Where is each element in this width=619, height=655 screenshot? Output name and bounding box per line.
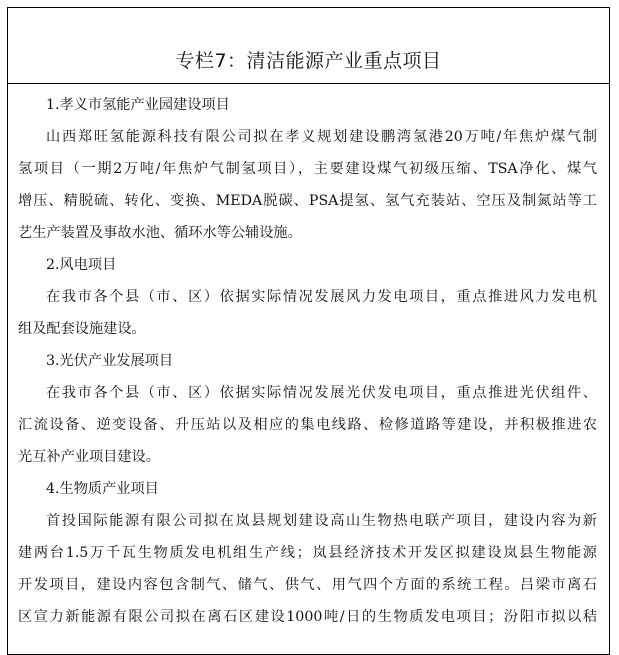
paragraph-line: 氢项目（一期2万吨/年焦炉气制氢项目），主要建设煤气初级压缩、TSA净化、煤气	[18, 161, 597, 177]
section-heading: 4.生物质产业项目	[46, 481, 159, 497]
paragraph-line: 组及配套设施建设。	[18, 321, 146, 337]
paragraph-line: 山西郑旺氢能源科技有限公司拟在孝义规划建设鹏湾氢港20万吨/年焦炉煤气制	[46, 129, 597, 145]
paragraph-line: 增压、精脱硫、转化、变换、MEDA脱碳、PSA提氢、氢气充装站、空压及制氮站等工	[18, 193, 597, 209]
section-heading: 2.风电项目	[46, 257, 117, 273]
paragraph-line: 开发项目，建设内容包含制气、储气、供气、用气四个方面的系统工程。吕梁市离石	[18, 577, 597, 593]
paragraph-line: 首投国际能源有限公司拟在岚县规划建设高山生物热电联产项目，建设内容为新	[46, 513, 597, 529]
title-row	[8, 8, 609, 84]
section-heading: 1.孝义市氢能产业园建设项目	[46, 97, 230, 113]
paragraph-line: 在我市各个县（市、区）依据实际情况发展风力发电项目，重点推进风力发电机	[46, 289, 597, 305]
paragraph-line: 艺生产装置及事故水池、循环水等公辅设施。	[18, 225, 302, 241]
paragraph-line: 建两台1.5万千瓦生物质发电机组生产线；岚县经济技术开发区拟建设岚县生物能源	[18, 545, 597, 561]
section-heading: 3.光伏产业发展项目	[46, 353, 174, 369]
paragraph-line: 汇流设备、逆变设备、升压站以及相应的集电线路、检修道路等建设，并积极推进农	[18, 417, 597, 433]
paragraph-line: 区宣力新能源有限公司拟在离石区建设1000吨/日的生物质发电项目；汾阳市拟以秸	[18, 609, 597, 625]
paragraph-line: 光互补产业项目建设。	[18, 449, 160, 465]
column-title: 专栏7：清洁能源产业重点项目	[175, 50, 442, 72]
paragraph-line: 在我市各个县（市、区）依据实际情况发展光伏发电项目，重点推进光伏组件、	[46, 385, 597, 401]
column-box	[7, 7, 610, 655]
